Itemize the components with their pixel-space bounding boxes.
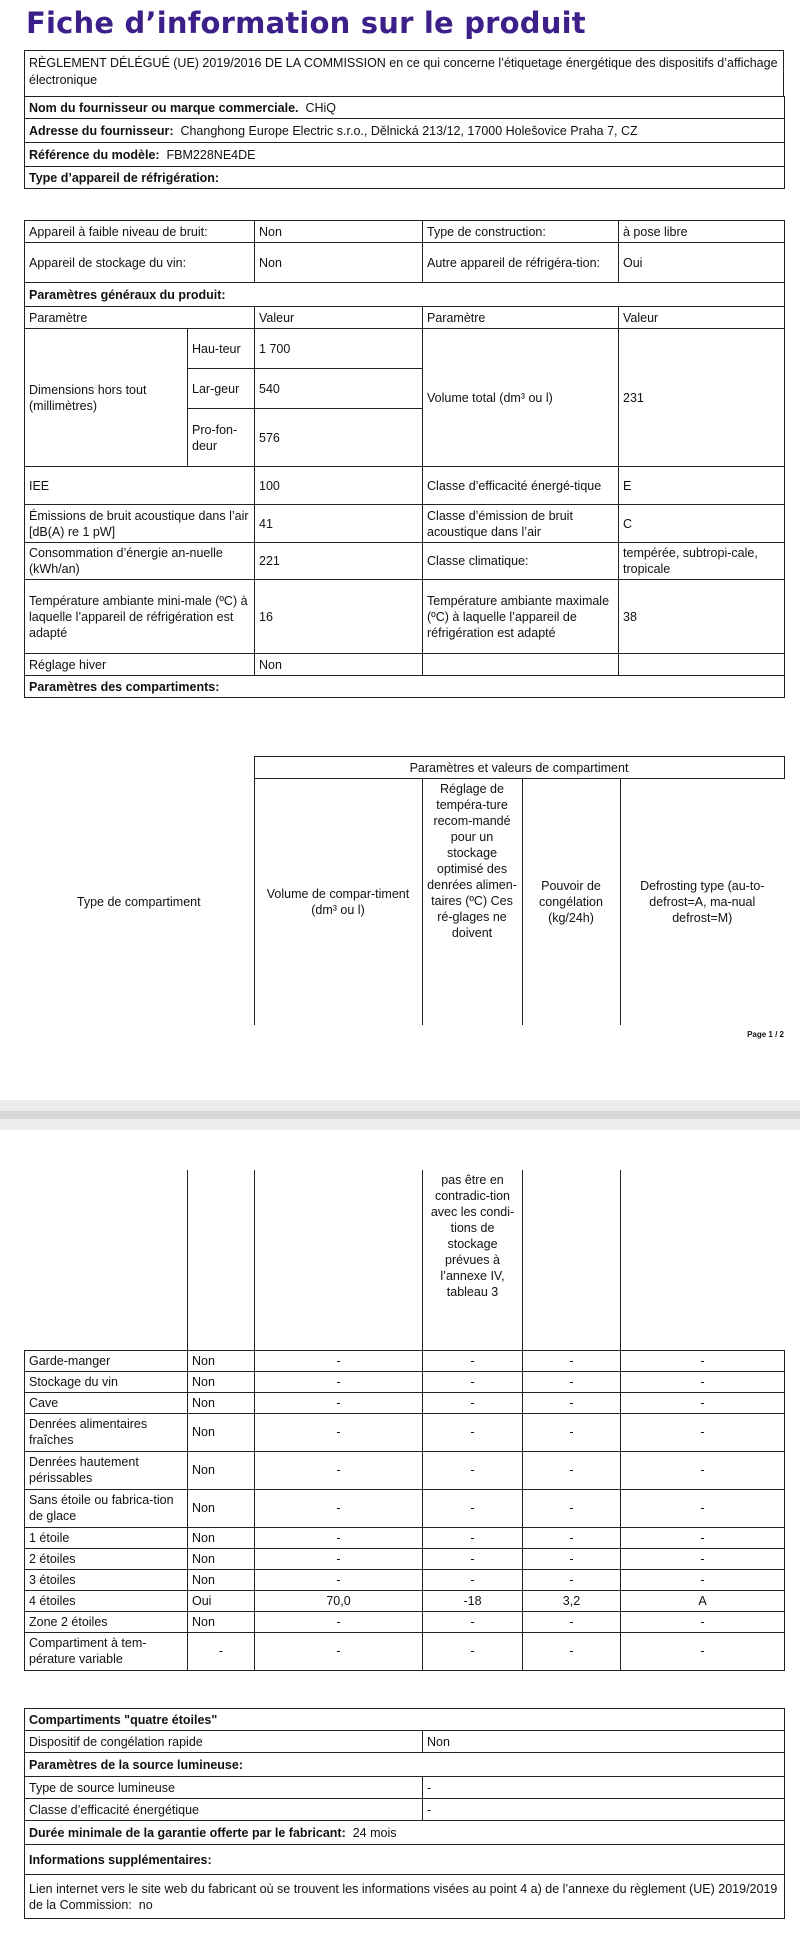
empty-cell (25, 1170, 188, 1350)
compartment-volume: - (255, 1569, 423, 1590)
compartment-present: Non (188, 1489, 255, 1527)
noise-class-label: Classe d’émission de bruit acoustique dans l’air (423, 505, 619, 543)
compartment-row (25, 1413, 785, 1451)
climate-value: tempérée, subtropi-cale, tropicale (619, 543, 785, 580)
min-temp-label: Température ambiante mini-male (ºC) à laquelle l’appareil de réfrigération est adapté (25, 580, 255, 654)
warranty-row (25, 1821, 785, 1845)
compartment-row (25, 1451, 785, 1489)
compartment-present: Oui (188, 1590, 255, 1611)
compartment-defrost: - (621, 1413, 785, 1451)
dimensions-label: Dimensions hors tout (millimètres) (25, 329, 188, 467)
compartment-row (25, 1489, 785, 1527)
four-star-heading: Compartiments "quatre étoiles" (25, 1709, 785, 1731)
width-label: Lar-geur (188, 369, 255, 409)
compartment-defrost: - (621, 1489, 785, 1527)
general-heading: Paramètres généraux du produit: (25, 283, 785, 307)
low-noise-value: Non (255, 221, 423, 243)
compartment-defrost: - (621, 1569, 785, 1590)
compartment-present: Non (188, 1527, 255, 1548)
compartment-row (25, 1392, 785, 1413)
separator-bar (0, 1111, 800, 1119)
compartment-name: Denrées hautement périssables (25, 1451, 188, 1489)
compartment-present: Non (188, 1569, 255, 1590)
efficiency-class-value: E (619, 467, 785, 505)
compartment-present: Non (188, 1548, 255, 1569)
other-value: Oui (619, 243, 785, 283)
compartment-volume: - (255, 1371, 423, 1392)
compartment-header-table (24, 756, 785, 1025)
volume-label: Volume total (dm³ ou l) (423, 329, 619, 467)
warranty-value: 24 mois (352, 1825, 397, 1840)
compartment-defrost: - (621, 1611, 785, 1632)
general-header-value2: Valeur (619, 307, 785, 329)
compartment-defrost: - (621, 1451, 785, 1489)
compartment-name: 2 étoiles (25, 1548, 188, 1569)
compartment-defrost: - (621, 1392, 785, 1413)
compartment-present: Non (188, 1611, 255, 1632)
compartment-present: Non (188, 1371, 255, 1392)
compartment-temp: - (423, 1569, 523, 1590)
compartment-temp: - (423, 1392, 523, 1413)
low-noise-label: Appareil à faible niveau de bruit: (25, 221, 255, 243)
compartment-volume: - (255, 1350, 423, 1371)
volume-value: 231 (619, 329, 785, 467)
defrost-header: Defrosting type (au-to-defrost=A, ma-nual defrost=M) (620, 779, 784, 1025)
light-class-value: - (423, 1799, 785, 1821)
extra-value: no (138, 1897, 153, 1912)
compartment-freezing: - (523, 1371, 621, 1392)
compartment-name: Sans étoile ou fabrica-tion de glace (25, 1489, 188, 1527)
compartment-defrost: - (621, 1527, 785, 1548)
climate-label: Classe climatique: (423, 543, 619, 580)
supplier-name: CHiQ (305, 100, 337, 115)
general-header-param: Paramètre (25, 307, 255, 329)
compartment-name: Cave (25, 1392, 188, 1413)
compartment-row (25, 1527, 785, 1548)
extra-info (25, 1875, 785, 1919)
min-temp-value: 16 (255, 580, 423, 654)
supplier-name-row (25, 97, 785, 119)
compartment-volume: 70,0 (255, 1590, 423, 1611)
model-label: Référence du modèle: (29, 147, 160, 162)
compartment-freezing: - (523, 1632, 621, 1670)
compartment-freezing: 3,2 (523, 1590, 621, 1611)
compartment-temp: -18 (423, 1590, 523, 1611)
empty-cell (621, 1170, 785, 1350)
efficiency-class-label: Classe d’efficacité énergé-tique (423, 467, 619, 505)
noise-class-value: C (619, 505, 785, 543)
four-star-table (24, 1708, 785, 1919)
compartment-volume: - (255, 1632, 423, 1670)
empty-cell (24, 757, 254, 779)
compartment-freezing: - (523, 1350, 621, 1371)
compartment-defrost: - (621, 1371, 785, 1392)
extra-text: Lien internet vers le site web du fabricant où se trouvent les informations visées au point 4 a) de l’annexe du règlement (UE) 2019/2019 de la Commission: (29, 1881, 778, 1912)
compartments-table (24, 1170, 785, 1671)
fast-freeze-label: Dispositif de congélation rapide (25, 1731, 423, 1753)
compartment-name: 1 étoile (25, 1527, 188, 1548)
freezing-header: Pouvoir de congélation (kg/24h) (522, 779, 620, 1025)
compartment-name: Zone 2 étoiles (25, 1611, 188, 1632)
fast-freeze-value: Non (423, 1731, 785, 1753)
type-table (24, 220, 785, 307)
wine-value: Non (255, 243, 423, 283)
compartments-body (25, 1350, 785, 1670)
empty-cell (188, 1170, 255, 1350)
winter-label: Réglage hiver (25, 654, 255, 676)
page-title: Fiche d’information sur le produit (26, 6, 586, 40)
compartment-temp: - (423, 1527, 523, 1548)
empty-cell (523, 1170, 621, 1350)
compartment-row (25, 1590, 785, 1611)
compartment-volume: - (255, 1489, 423, 1527)
width-value: 540 (255, 369, 423, 409)
compartment-present: - (188, 1632, 255, 1670)
compartment-name: Garde-manger (25, 1350, 188, 1371)
empty-cell (255, 1170, 423, 1350)
compartment-temp: - (423, 1611, 523, 1632)
other-label: Autre appareil de réfrigéra-tion: (423, 243, 619, 283)
regulation-text: RÈGLEMENT DÉLÉGUÉ (UE) 2019/2016 DE LA COMMISSION en ce qui concerne l’étiquetage énergétique des dispositifs d’affichage électronique (24, 50, 784, 96)
compartment-temp: - (423, 1632, 523, 1670)
compartment-temp: - (423, 1489, 523, 1527)
supplier-address-row (25, 119, 785, 143)
empty-cell (423, 654, 619, 676)
compartment-temp: - (423, 1548, 523, 1569)
compartment-freezing: - (523, 1527, 621, 1548)
compartment-freezing: - (523, 1489, 621, 1527)
construction-value: à pose libre (619, 221, 785, 243)
supplier-table (24, 96, 785, 189)
max-temp-label: Température ambiante maximale (ºC) à laquelle l’appareil de réfrigération est adapté (423, 580, 619, 654)
setting-header-part2: pas être en contradic-tion avec les condi-tions de stockage prévues à l’annexe IV, tableau 3 (423, 1170, 523, 1350)
compartment-name: 4 étoiles (25, 1590, 188, 1611)
height-value: 1 700 (255, 329, 423, 369)
compartment-present: Non (188, 1392, 255, 1413)
compartment-group-header: Paramètres et valeurs de compartiment (254, 757, 784, 779)
compartment-volume: - (255, 1413, 423, 1451)
compartment-volume: - (255, 1611, 423, 1632)
light-type-label: Type de source lumineuse (25, 1777, 423, 1799)
type-heading: Type d’appareil de réfrigération: (25, 167, 785, 189)
page-2 (0, 1130, 800, 1952)
compartment-volume: - (255, 1392, 423, 1413)
volume-header: Volume de compar-timent (dm³ ou l) (254, 779, 422, 1025)
model-value: FBM228NE4DE (166, 147, 256, 162)
compartment-defrost: - (621, 1350, 785, 1371)
wine-label: Appareil de stockage du vin: (25, 243, 255, 283)
general-table (24, 306, 785, 698)
compartment-temp: - (423, 1451, 523, 1489)
winter-value: Non (255, 654, 423, 676)
height-label: Hau-teur (188, 329, 255, 369)
construction-label: Type de construction: (423, 221, 619, 243)
compartment-volume: - (255, 1527, 423, 1548)
extra-heading: Informations supplémentaires: (25, 1845, 785, 1875)
compartment-row (25, 1569, 785, 1590)
max-temp-value: 38 (619, 580, 785, 654)
compartment-freezing: - (523, 1569, 621, 1590)
compartment-freezing: - (523, 1548, 621, 1569)
compartment-defrost: - (621, 1548, 785, 1569)
compartment-freezing: - (523, 1451, 621, 1489)
compartment-freezing: - (523, 1611, 621, 1632)
iee-label: IEE (25, 467, 255, 505)
compartment-temp: - (423, 1371, 523, 1392)
page-number: Page 1 / 2 (747, 1030, 784, 1039)
depth-value: 576 (255, 409, 423, 467)
light-heading: Paramètres de la source lumineuse: (25, 1753, 785, 1777)
warranty-label: Durée minimale de la garantie offerte par le fabricant: (29, 1825, 346, 1840)
energy-label: Consommation d’énergie an-nuelle (kWh/an) (25, 543, 255, 580)
general-header-param2: Paramètre (423, 307, 619, 329)
compartment-temp: - (423, 1413, 523, 1451)
compartment-name: Stockage du vin (25, 1371, 188, 1392)
compartment-present: Non (188, 1350, 255, 1371)
compartment-defrost: A (621, 1590, 785, 1611)
supplier-name-label: Nom du fournisseur ou marque commerciale. (29, 100, 299, 115)
compartment-name: Denrées alimentaires fraîches (25, 1413, 188, 1451)
page-separator (0, 1100, 800, 1130)
compartment-temp: - (423, 1350, 523, 1371)
compartment-name: 3 étoiles (25, 1569, 188, 1590)
compartment-freezing: - (523, 1413, 621, 1451)
empty-cell (619, 654, 785, 676)
light-class-label: Classe d’efficacité énergétique (25, 1799, 423, 1821)
noise-label: Émissions de bruit acoustique dans l’air [dB(A) re 1 pW] (25, 505, 255, 543)
depth-label: Pro-fon-deur (188, 409, 255, 467)
iee-value: 100 (255, 467, 423, 505)
compartment-name: Compartiment à tem-pérature variable (25, 1632, 188, 1670)
compartments-heading: Paramètres des compartiments: (25, 676, 785, 698)
energy-value: 221 (255, 543, 423, 580)
compartment-row (25, 1548, 785, 1569)
compartment-volume: - (255, 1451, 423, 1489)
compartment-row (25, 1371, 785, 1392)
setting-header-part1: Réglage de tempéra-ture recom-mandé pour un stockage optimisé des denrées alimen-taires (ºC) Ces ré-glages ne doivent (422, 779, 522, 1025)
model-row (25, 143, 785, 167)
compartment-volume: - (255, 1548, 423, 1569)
light-type-value: - (423, 1777, 785, 1799)
compartment-row (25, 1611, 785, 1632)
compartment-present: Non (188, 1451, 255, 1489)
compartment-row (25, 1632, 785, 1670)
noise-value: 41 (255, 505, 423, 543)
compartment-row (25, 1350, 785, 1371)
compartment-present: Non (188, 1413, 255, 1451)
supplier-address-label: Adresse du fournisseur: (29, 123, 174, 138)
type-header: Type de compartiment (24, 779, 254, 1025)
compartment-freezing: - (523, 1392, 621, 1413)
supplier-address: Changhong Europe Electric s.r.o., Dělnická 213/12, 17000 Holešovice Praha 7, CZ (180, 123, 638, 138)
compartment-defrost: - (621, 1632, 785, 1670)
general-header-value: Valeur (255, 307, 423, 329)
